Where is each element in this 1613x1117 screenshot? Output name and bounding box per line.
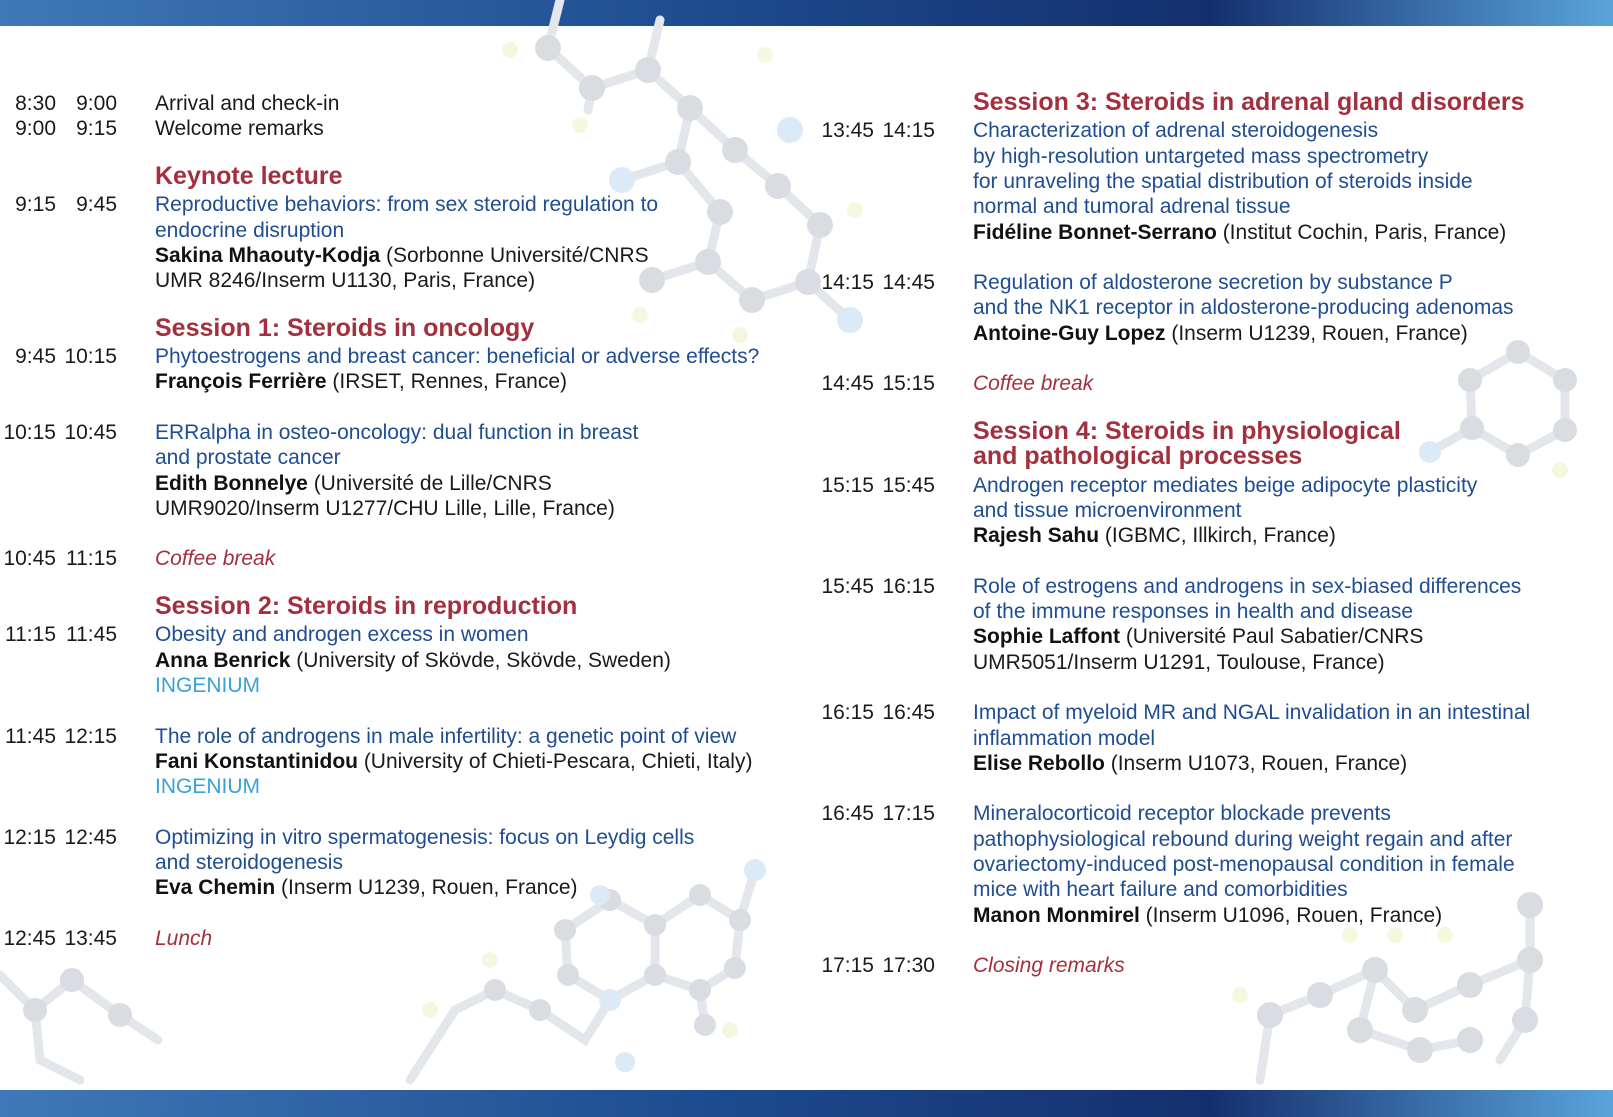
speaker-line: [973, 220, 1506, 246]
speaker-affiliation: (IRSET, Rennes, France): [326, 370, 568, 394]
speaker-line: [973, 321, 1468, 347]
ingenium-label: INGENIUM: [155, 673, 260, 697]
talk-title: and prostate cancer: [155, 446, 341, 470]
speaker-name: Edith Bonnelye: [155, 471, 308, 495]
speaker-affiliation: (Inserm U1073, Rouen, France): [1104, 751, 1408, 775]
talk-title: endocrine disruption: [155, 218, 345, 242]
session-heading: Keynote lecture: [155, 161, 343, 190]
talk-title: by high-resolution untargeted mass spectrometry: [973, 144, 1429, 168]
end-time: 10:45: [64, 420, 117, 444]
end-time: 17:15: [882, 802, 935, 826]
start-time: 9:45: [15, 345, 56, 368]
talk-title: for unraveling the spatial distribution of steroids inside: [973, 169, 1473, 193]
talk-title: Characterization of adrenal steroidogenesis: [973, 119, 1379, 143]
start-time: 8:30: [15, 92, 56, 115]
speaker-name: Manon Monmirel: [973, 903, 1140, 927]
talk-title: Mineralocorticoid receptor blockade prevents: [973, 802, 1391, 826]
start-time: 16:45: [821, 802, 874, 826]
end-time: 16:45: [882, 701, 935, 725]
end-time: 9:45: [76, 193, 117, 217]
speaker-affiliation: (Université de Lille/CNRS: [307, 471, 552, 495]
speaker-name: Eva Chemin: [155, 876, 276, 900]
end-time: 9:00: [76, 92, 117, 115]
session-heading: Session 4: Steroids in physiological: [973, 416, 1401, 445]
start-time: 14:45: [821, 372, 874, 396]
speaker-name: Fani Konstantinidou: [155, 749, 358, 773]
speaker-name: Sophie Laffont: [973, 625, 1120, 649]
start-time: 11:15: [5, 623, 56, 647]
talk-title: and tissue microenvironment: [973, 498, 1242, 522]
speaker-name: Antoine-Guy Lopez: [973, 321, 1166, 345]
speaker-affiliation: (IGBMC, Illkirch, France): [1099, 524, 1336, 548]
speaker-name: Elise Rebollo: [973, 751, 1105, 775]
speaker-affiliation: (University of Skövde, Skövde, Sweden): [290, 648, 671, 672]
program-text: UMR9020/Inserm U1277/CHU Lille, Lille, France): [155, 496, 615, 520]
talk-title: Obesity and androgen excess in women: [155, 623, 529, 647]
end-time: 15:45: [882, 473, 935, 497]
program-text: Arrival and check-in: [155, 92, 340, 115]
speaker-name: Anna Benrick: [155, 648, 291, 672]
speaker-line: [973, 523, 1336, 549]
speaker-line: [155, 369, 567, 395]
start-time: 12:15: [3, 825, 56, 849]
start-time: 11:45: [5, 724, 56, 748]
talk-title: Reproductive behaviors: from sex steroid regulation to: [155, 193, 659, 217]
talk-title: normal and tumoral adrenal tissue: [973, 195, 1291, 219]
start-time: 12:45: [3, 926, 56, 950]
end-time: 9:15: [76, 117, 117, 141]
speaker-affiliation: (Université Paul Sabatier/CNRS: [1119, 625, 1424, 649]
talk-title: Androgen receptor mediates beige adipocyte plasticity: [973, 473, 1478, 497]
speaker-affiliation: (Inserm U1096, Rouen, France): [1139, 903, 1443, 927]
talk-title: and the NK1 receptor in aldosterone-producing adenomas: [973, 296, 1514, 320]
talk-title: The role of androgens in male infertility: a genetic point of view: [155, 724, 737, 748]
end-time: 17:30: [882, 954, 935, 978]
speaker-name: Rajesh Sahu: [973, 524, 1100, 548]
break-label: Coffee break: [973, 372, 1094, 396]
speaker-affiliation: (University of Chieti-Pescara, Chieti, Italy): [357, 749, 753, 773]
break-label: Lunch: [155, 926, 213, 950]
speaker-line: [155, 749, 752, 775]
start-time: 15:45: [821, 574, 874, 598]
talk-title: ERRalpha in osteo-oncology: dual function in breast: [155, 420, 639, 444]
talk-title: Role of estrogens and androgens in sex-biased differences: [973, 574, 1522, 598]
end-time: 12:15: [64, 724, 117, 748]
talk-title: Optimizing in vitro spermatogenesis: focus on Leydig cells: [155, 825, 695, 849]
end-time: 14:45: [882, 271, 935, 295]
program-text: UMR 8246/Inserm U1130, Paris, France): [155, 269, 536, 293]
speaker-name: Sakina Mhaouty-Kodja: [155, 243, 381, 267]
talk-title: and steroidogenesis: [155, 851, 343, 874]
program-text: Welcome remarks: [155, 117, 324, 141]
speaker-line: [155, 471, 552, 497]
session-heading: Session 2: Steroids in reproduction: [155, 592, 578, 620]
speaker-name: Fidéline Bonnet-Serrano: [973, 220, 1217, 244]
end-time: 13:45: [64, 926, 117, 950]
speaker-line: [155, 243, 649, 269]
end-time: 11:15: [66, 547, 117, 571]
speaker-affiliation: (Sorbonne Université/CNRS: [380, 243, 649, 267]
speaker-affiliation: (Inserm U1239, Rouen, France): [275, 876, 578, 900]
start-time: 16:15: [821, 701, 874, 725]
end-time: 10:15: [64, 345, 117, 368]
start-time: 17:15: [821, 954, 874, 978]
start-time: 14:15: [821, 271, 874, 295]
speaker-line: [973, 903, 1442, 929]
talk-title: pathophysiological rebound during weight regain and after: [973, 827, 1513, 851]
ingenium-label: INGENIUM: [155, 775, 260, 799]
start-time: 10:45: [3, 547, 56, 571]
speaker-affiliation: (Inserm U1239, Rouen, France): [1165, 321, 1468, 345]
speaker-line: [973, 624, 1423, 650]
talk-title: ovariectomy-induced post-menopausal condition in female: [973, 853, 1515, 876]
talk-title: inflammation model: [973, 726, 1156, 750]
end-time: 15:15: [882, 372, 935, 396]
program-text: UMR5051/Inserm U1291, Toulouse, France): [973, 650, 1385, 674]
end-time: 12:45: [64, 825, 117, 849]
start-time: 9:15: [15, 193, 56, 217]
start-time: 13:45: [821, 119, 874, 143]
session-heading: and pathological processes: [973, 442, 1303, 471]
talk-title: Impact of myeloid MR and NGAL invalidation in an intestinal: [973, 701, 1531, 725]
speaker-line: [155, 648, 671, 674]
speaker-line: [973, 751, 1407, 777]
session-heading: Session 3: Steroids in adrenal gland disorders: [973, 88, 1525, 116]
talk-title: Regulation of aldosterone secretion by substance P: [973, 271, 1453, 295]
speaker-line: [155, 875, 578, 901]
end-time: 16:15: [882, 574, 935, 598]
end-time: 11:45: [66, 623, 117, 647]
talk-title: of the immune responses in health and disease: [973, 600, 1414, 623]
start-time: 10:15: [3, 420, 56, 444]
break-label: Closing remarks: [973, 954, 1125, 978]
start-time: 15:15: [821, 473, 874, 497]
start-time: 9:00: [15, 117, 56, 141]
end-time: 14:15: [882, 119, 935, 143]
speaker-name: François Ferrière: [155, 370, 327, 394]
talk-title: mice with heart failure and comorbidities: [973, 878, 1348, 902]
speaker-affiliation: (Institut Cochin, Paris, France): [1216, 220, 1507, 244]
session-heading: Session 1: Steroids in oncology: [155, 313, 535, 342]
break-label: Coffee break: [155, 547, 276, 571]
talk-title: Phytoestrogens and breast cancer: beneficial or adverse effects?: [155, 345, 760, 368]
